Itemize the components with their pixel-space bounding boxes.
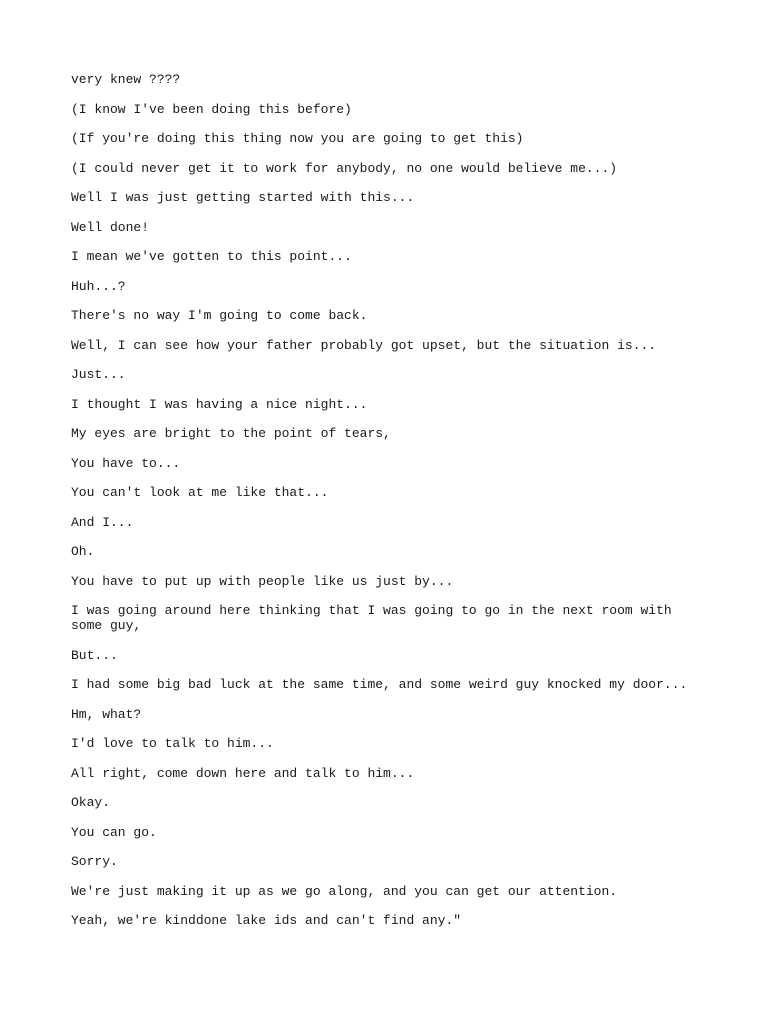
text-line: All right, come down here and talk to him... [71, 765, 415, 781]
text-line: You can go. [71, 824, 157, 840]
text-line: I'd love to talk to him... [71, 736, 274, 751]
text-line: You can't look at me like that... [71, 485, 329, 500]
text-line: Well I was just getting started with this... [71, 190, 415, 205]
text-line: I thought I was having a nice night... [71, 396, 368, 412]
text-line: But... [71, 647, 118, 663]
text-line: I mean we've gotten to this point... [71, 249, 352, 264]
text-line: Well, I can see how your father probably got upset, but the situation is... [71, 337, 657, 353]
text-line: Hm, what? [71, 706, 142, 722]
text-line: Sorry. [71, 854, 118, 869]
text-line: (I could never get it to work for anybody, no one would believe me...) [71, 160, 618, 176]
text-line: (I know I've been doing this before) [71, 101, 352, 117]
text-line: very knew ???? [71, 72, 181, 87]
text-line: You have to... [71, 455, 181, 471]
text-line: My eyes are bright to the point of tears, [71, 426, 391, 441]
text-line: I had some big bad luck at the same time, and some weird guy knocked my door... [71, 677, 688, 692]
text-line: Yeah, we're kinddone lake ids and can't find any." [71, 913, 462, 928]
text-line: Okay. [71, 795, 111, 810]
text-line: Huh...? [71, 278, 126, 294]
text-line: I was going around here thinking that I was going to go in the next room with some guy, [71, 603, 680, 633]
document-body [71, 72, 701, 943]
text-line: Just... [71, 367, 126, 382]
text-line: Oh. [71, 544, 95, 559]
text-line: And I... [71, 514, 134, 530]
text-line: (If you're doing this thing now you are going to get this) [71, 131, 524, 146]
text-line: We're just making it up as we go along, and you can get our attention. [71, 883, 618, 899]
text-line: Well done! [71, 219, 150, 235]
text-line: There's no way I'm going to come back. [71, 308, 368, 323]
text-line: You have to put up with people like us just by... [71, 573, 454, 589]
